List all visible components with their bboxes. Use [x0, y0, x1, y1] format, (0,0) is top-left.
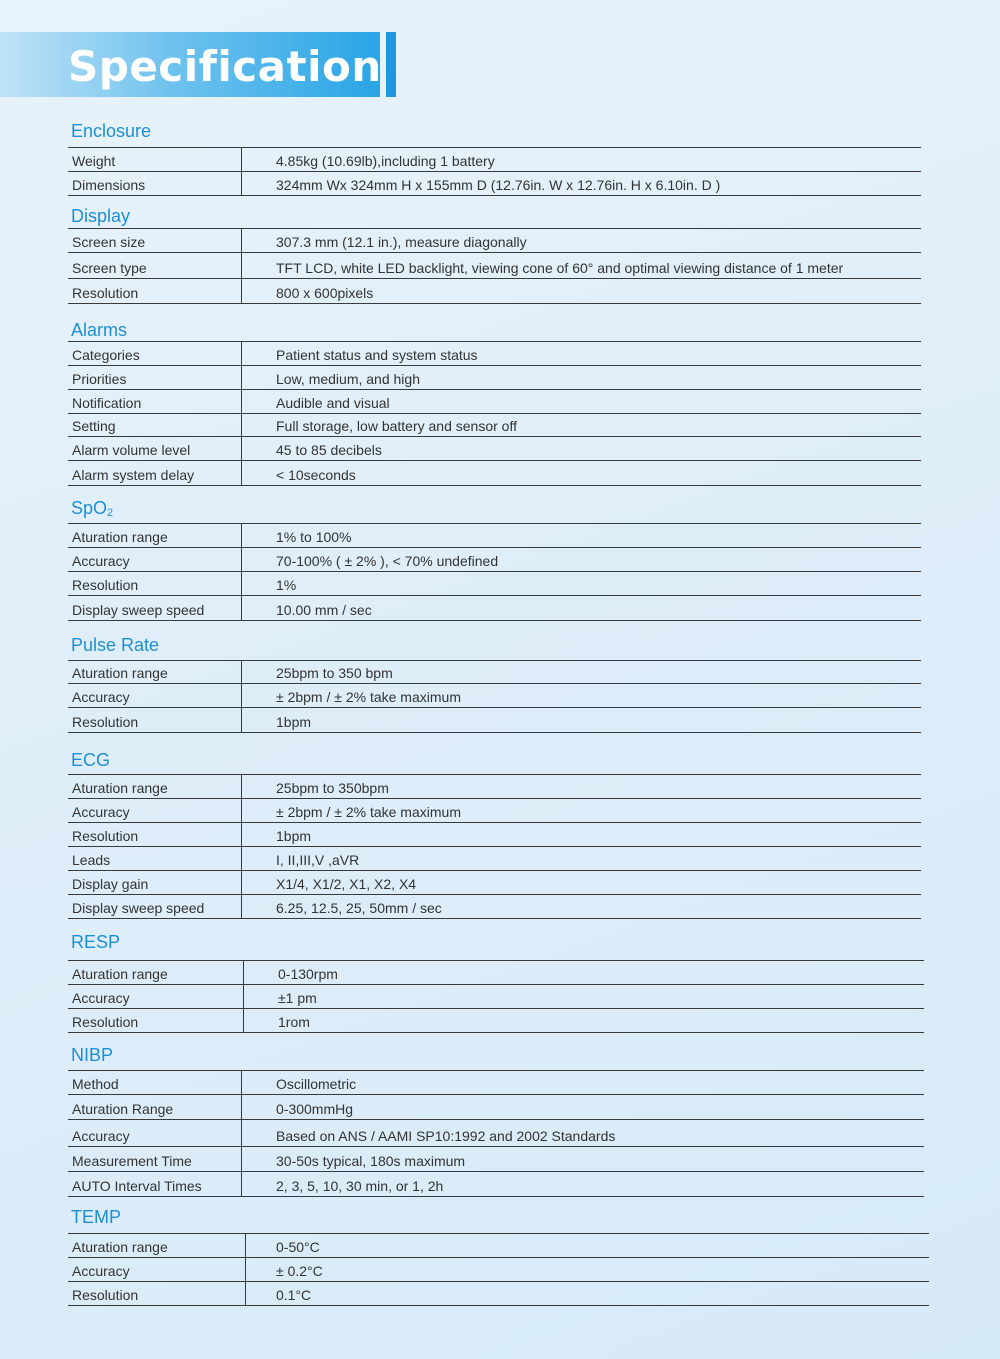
spec-label: Method [68, 1071, 242, 1094]
spec-value: 25bpm to 350 bpm [276, 665, 393, 681]
spec-value: 0-130rpm [278, 966, 338, 982]
spec-value: 0-300mmHg [276, 1101, 354, 1117]
table-row [68, 148, 921, 172]
title-accent-bar [386, 32, 396, 97]
table-row [68, 366, 921, 390]
table-row [68, 1258, 929, 1282]
table-row [68, 172, 921, 196]
spec-label: Screen type [68, 253, 242, 278]
table-row [68, 895, 921, 919]
table-row [68, 1009, 924, 1033]
spec-label: Accuracy [68, 799, 242, 822]
spec-value: I, II,III,V ,aVR [276, 852, 360, 868]
spec-label: Accuracy [68, 1258, 246, 1281]
spec-label: Display gain [68, 871, 242, 894]
spec-value: 6.25, 12.5, 25, 50mm / sec [276, 900, 442, 916]
page-title: Specification [68, 42, 382, 91]
spec-value: 1% [276, 577, 297, 593]
spec-label: Resolution [68, 1009, 244, 1032]
spec-label: Aturation range [68, 775, 242, 798]
spec-table [68, 774, 921, 919]
table-row [68, 572, 921, 596]
table-row [68, 1234, 929, 1258]
spec-label: Aturation range [68, 661, 242, 683]
spec-label: Resolution [68, 279, 242, 303]
spec-value: 800 x 600pixels [276, 285, 374, 301]
spec-value: ± 2bpm / ± 2% take maximum [276, 689, 461, 705]
spec-label: Measurement Time [68, 1147, 242, 1171]
spec-label: Aturation range [68, 1234, 246, 1257]
spec-value: 4.85kg (10.69lb),including 1 battery [276, 153, 495, 169]
table-row [68, 279, 921, 304]
table-row [68, 229, 921, 253]
spec-table [68, 523, 921, 621]
section-title-text: SpO [71, 498, 108, 518]
spec-label: Notification [68, 390, 242, 413]
spec-label: Aturation range [68, 524, 242, 547]
spec-label: Display sweep speed [68, 895, 242, 918]
spec-value: Oscillometric [276, 1076, 357, 1092]
table-row [68, 1120, 924, 1147]
table-row [68, 775, 921, 799]
section-title: NIBP [71, 1045, 114, 1065]
spec-label: Accuracy [68, 548, 242, 571]
spec-table [68, 341, 921, 486]
table-row [68, 253, 921, 279]
spec-value: Low, medium, and high [276, 371, 420, 387]
spec-label: Resolution [68, 572, 242, 595]
table-row [68, 461, 921, 486]
spec-value: ±1 pm [278, 990, 317, 1006]
spec-value: X1/4, X1/2, X1, X2, X4 [276, 876, 417, 892]
spec-table [68, 1070, 924, 1197]
spec-value: 0-50°C [276, 1239, 320, 1255]
spec-value: 70-100% ( ± 2% ), < 70% undefined [276, 553, 499, 569]
table-row [68, 684, 921, 708]
spec-label: Alarm volume level [68, 437, 242, 460]
spec-table [68, 660, 921, 733]
table-row [68, 871, 921, 895]
spec-label: Accuracy [68, 684, 242, 707]
spec-value: Full storage, low battery and sensor off [276, 418, 517, 434]
table-row [68, 342, 921, 366]
spec-value: Based on ANS / AAMI SP10:1992 and 2002 Standards [276, 1128, 616, 1144]
spec-label: Display sweep speed [68, 596, 242, 620]
spec-value: < 10seconds [276, 467, 356, 483]
spec-table [68, 147, 921, 196]
section-title: TEMP [71, 1207, 122, 1227]
table-row [68, 1282, 929, 1306]
spec-value: 1bpm [276, 714, 312, 730]
spec-table [68, 228, 921, 304]
spec-label: Resolution [68, 1282, 246, 1305]
spec-label: Priorities [68, 366, 242, 389]
section-title: Pulse Rate [71, 635, 160, 655]
spec-label: Resolution [68, 823, 242, 846]
spec-value: Audible and visual [276, 395, 390, 411]
table-row [68, 548, 921, 572]
spec-value: ± 0.2°C [276, 1263, 323, 1279]
section-title: RESP [71, 932, 121, 952]
table-row [68, 1147, 924, 1172]
spec-value: TFT LCD, white LED backlight, viewing cone of 60° and optimal viewing distance of 1 meter [276, 260, 844, 276]
table-row [68, 1071, 924, 1095]
spec-value: Patient status and system status [276, 347, 478, 363]
spec-value: ± 2bpm / ± 2% take maximum [276, 804, 461, 820]
table-row [68, 961, 924, 985]
table-row [68, 1172, 924, 1197]
table-row [68, 437, 921, 461]
section-title: Enclosure [71, 121, 152, 141]
spec-value: 30-50s typical, 180s maximum [276, 1153, 466, 1169]
table-row [68, 661, 921, 684]
spec-value: 1rom [278, 1014, 310, 1030]
spec-label: Resolution [68, 708, 242, 732]
table-row [68, 414, 921, 437]
spec-value: 2, 3, 5, 10, 30 min, or 1, 2h [276, 1178, 444, 1194]
spec-label: AUTO Interval Times [68, 1172, 242, 1196]
spec-label: Categories [68, 342, 242, 365]
spec-label: Weight [68, 148, 242, 171]
table-row [68, 985, 924, 1009]
section-title-subscript: 2 [107, 507, 114, 519]
spec-value: 307.3 mm (12.1 in.), measure diagonally [276, 234, 527, 250]
spec-value: 324mm Wx 324mm H x 155mm D (12.76in. W x 12.76in. H x 6.10in. D ) [276, 177, 721, 193]
spec-label: Accuracy [68, 985, 244, 1008]
table-row [68, 1095, 924, 1120]
spec-label: Accuracy [68, 1120, 242, 1146]
spec-table [68, 1233, 929, 1306]
spec-value: 10.00 mm / sec [276, 602, 372, 618]
table-row [68, 708, 921, 733]
section-title: Display [71, 206, 131, 226]
section-title: ECG [71, 750, 111, 770]
spec-value: 45 to 85 decibels [276, 442, 382, 458]
section-title: Alarms [71, 320, 128, 340]
spec-label: Dimensions [68, 172, 242, 195]
spec-label: Aturation range [68, 961, 244, 984]
spec-value: 0.1°C [276, 1287, 312, 1303]
table-row [68, 524, 921, 548]
spec-table [68, 960, 924, 1033]
spec-label: Setting [68, 414, 242, 436]
section-title [71, 497, 113, 524]
spec-label: Aturation Range [68, 1095, 242, 1119]
table-row [68, 799, 921, 823]
spec-value: 1bpm [276, 828, 312, 844]
spec-value: 1% to 100% [276, 529, 352, 545]
table-row [68, 390, 921, 414]
table-row [68, 847, 921, 871]
table-row [68, 823, 921, 847]
spec-label: Alarm system delay [68, 461, 242, 485]
spec-label: Screen size [68, 229, 242, 252]
spec-value: 25bpm to 350bpm [276, 780, 389, 796]
table-row [68, 596, 921, 621]
spec-label: Leads [68, 847, 242, 870]
